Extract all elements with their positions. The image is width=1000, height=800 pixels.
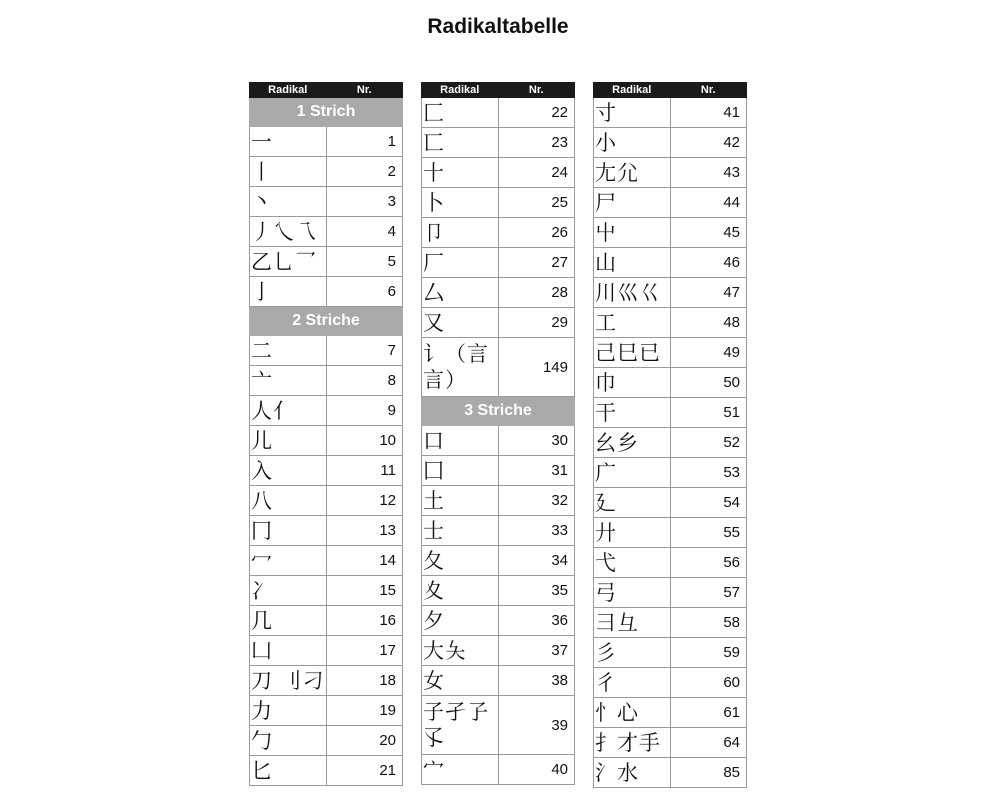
radical-number-cell: 34 bbox=[498, 546, 575, 576]
radical-number-cell: 16 bbox=[326, 606, 403, 636]
radical-cell: 廾 bbox=[594, 518, 671, 548]
radical-number-cell: 27 bbox=[498, 248, 575, 278]
radical-cell: 夕 bbox=[422, 606, 499, 636]
table-row bbox=[594, 308, 747, 338]
radical-number-cell: 1 bbox=[326, 127, 403, 157]
radical-cell: 凵 bbox=[250, 636, 327, 666]
radical-cell: 口 bbox=[422, 426, 499, 456]
radical-cell: 亅 bbox=[250, 277, 327, 307]
radical-cell: 忄心 bbox=[594, 698, 671, 728]
radical-cell: 彳 bbox=[594, 668, 671, 698]
radical-number-cell: 44 bbox=[670, 188, 747, 218]
table-row bbox=[422, 158, 575, 188]
radical-number-cell: 58 bbox=[670, 608, 747, 638]
stroke-section-header bbox=[250, 98, 403, 127]
radical-cell: 囗 bbox=[422, 456, 499, 486]
radical-column-header: Radikal bbox=[422, 83, 499, 98]
radical-number-cell: 26 bbox=[498, 218, 575, 248]
radical-number-cell: 56 bbox=[670, 548, 747, 578]
radical-number-cell: 39 bbox=[498, 696, 575, 755]
table-row bbox=[422, 278, 575, 308]
table-row bbox=[250, 127, 403, 157]
table-row bbox=[594, 368, 747, 398]
radical-cell: 匸 bbox=[422, 128, 499, 158]
table-row bbox=[250, 336, 403, 366]
radical-number-cell: 13 bbox=[326, 516, 403, 546]
radical-number-cell: 50 bbox=[670, 368, 747, 398]
radical-cell: 川巛巜 bbox=[594, 278, 671, 308]
table-row bbox=[594, 608, 747, 638]
radical-cell: 士 bbox=[422, 516, 499, 546]
table-row bbox=[250, 217, 403, 247]
radical-cell: 刀 刂刁 bbox=[250, 666, 327, 696]
radical-number-cell: 20 bbox=[326, 726, 403, 756]
radical-cell: 寸 bbox=[594, 98, 671, 128]
radical-number-cell: 30 bbox=[498, 426, 575, 456]
radical-cell: 屮 bbox=[594, 218, 671, 248]
table-row bbox=[250, 426, 403, 456]
table-row bbox=[594, 548, 747, 578]
table-row bbox=[250, 666, 403, 696]
table-row bbox=[422, 636, 575, 666]
radical-table bbox=[249, 82, 403, 786]
radical-cell: 廴 bbox=[594, 488, 671, 518]
radical-cell: 丶 bbox=[250, 187, 327, 217]
radical-cell: 冂 bbox=[250, 516, 327, 546]
radical-cell: 小 bbox=[594, 128, 671, 158]
radical-number-cell: 29 bbox=[498, 308, 575, 338]
radical-number-cell: 48 bbox=[670, 308, 747, 338]
radical-number-cell: 47 bbox=[670, 278, 747, 308]
table-row bbox=[594, 758, 747, 788]
radical-number-cell: 38 bbox=[498, 666, 575, 696]
radical-cell: 人亻 bbox=[250, 396, 327, 426]
number-column-header: Nr. bbox=[670, 83, 747, 98]
radical-table bbox=[593, 82, 747, 788]
radical-number-cell: 11 bbox=[326, 456, 403, 486]
table-row bbox=[594, 98, 747, 128]
table-row bbox=[594, 638, 747, 668]
table-row bbox=[250, 606, 403, 636]
radical-cell: 一 bbox=[250, 127, 327, 157]
radical-number-cell: 19 bbox=[326, 696, 403, 726]
table-row bbox=[422, 486, 575, 516]
radical-cell: 弋 bbox=[594, 548, 671, 578]
table-row bbox=[422, 576, 575, 606]
radical-number-cell: 52 bbox=[670, 428, 747, 458]
stroke-section-header bbox=[250, 307, 403, 336]
table-row bbox=[422, 666, 575, 696]
table-row bbox=[594, 488, 747, 518]
radical-number-cell: 42 bbox=[670, 128, 747, 158]
number-column-header: Nr. bbox=[498, 83, 575, 98]
radical-cell: 工 bbox=[594, 308, 671, 338]
table-row bbox=[250, 157, 403, 187]
table-row bbox=[594, 128, 747, 158]
radical-number-cell: 32 bbox=[498, 486, 575, 516]
table-row bbox=[422, 456, 575, 486]
radical-cell: 几 bbox=[250, 606, 327, 636]
table-row bbox=[250, 456, 403, 486]
radical-number-cell: 22 bbox=[498, 98, 575, 128]
radical-cell: 彡 bbox=[594, 638, 671, 668]
radical-cell: 入 bbox=[250, 456, 327, 486]
table-row bbox=[250, 366, 403, 396]
radical-cell: 力 bbox=[250, 696, 327, 726]
page-title: Radikaltabelle bbox=[427, 15, 569, 39]
radical-column-header: Radikal bbox=[594, 83, 671, 98]
table-row bbox=[422, 218, 575, 248]
radical-number-cell: 14 bbox=[326, 546, 403, 576]
table-row bbox=[250, 726, 403, 756]
radical-number-cell: 46 bbox=[670, 248, 747, 278]
table-row bbox=[422, 546, 575, 576]
radical-cell: 冖 bbox=[250, 546, 327, 576]
radical-number-cell: 6 bbox=[326, 277, 403, 307]
table-row bbox=[250, 247, 403, 277]
radical-number-cell: 43 bbox=[670, 158, 747, 188]
table-row bbox=[250, 546, 403, 576]
table-row bbox=[594, 278, 747, 308]
table-row bbox=[422, 516, 575, 546]
radical-cell: 丨 bbox=[250, 157, 327, 187]
radical-cell: 八 bbox=[250, 486, 327, 516]
radical-number-cell: 64 bbox=[670, 728, 747, 758]
table-row bbox=[250, 187, 403, 217]
table-row bbox=[250, 277, 403, 307]
table-row bbox=[594, 398, 747, 428]
radical-number-cell: 37 bbox=[498, 636, 575, 666]
radical-cell: 幺乡 bbox=[594, 428, 671, 458]
radical-cell: 夂 bbox=[422, 546, 499, 576]
radical-cell: 厂 bbox=[422, 248, 499, 278]
radical-number-cell: 35 bbox=[498, 576, 575, 606]
table-row bbox=[594, 518, 747, 548]
radical-number-cell: 12 bbox=[326, 486, 403, 516]
radical-cell: 子孑孒孓 bbox=[422, 696, 499, 755]
radical-cell: 夊 bbox=[422, 576, 499, 606]
radical-number-cell: 36 bbox=[498, 606, 575, 636]
table-row bbox=[594, 668, 747, 698]
radical-number-cell: 51 bbox=[670, 398, 747, 428]
radical-cell: 讠（言 言） bbox=[422, 338, 499, 397]
table-row bbox=[594, 248, 747, 278]
table-row bbox=[250, 696, 403, 726]
radical-cell: 彐彑 bbox=[594, 608, 671, 638]
radical-cell: 厶 bbox=[422, 278, 499, 308]
radical-cell: 勹 bbox=[250, 726, 327, 756]
table-row bbox=[594, 218, 747, 248]
table-row bbox=[422, 755, 575, 785]
radical-cell: 卩 bbox=[422, 218, 499, 248]
radical-table bbox=[421, 82, 575, 785]
section-label: 3 Striche bbox=[422, 397, 575, 426]
table-row bbox=[422, 606, 575, 636]
radical-number-cell: 60 bbox=[670, 668, 747, 698]
radical-cell: 干 bbox=[594, 398, 671, 428]
table-row bbox=[422, 338, 575, 397]
table-row bbox=[422, 128, 575, 158]
radical-number-cell: 55 bbox=[670, 518, 747, 548]
table-row bbox=[594, 458, 747, 488]
radical-number-cell: 23 bbox=[498, 128, 575, 158]
table-row bbox=[422, 696, 575, 755]
radical-cell: 土 bbox=[422, 486, 499, 516]
radical-cell: 弓 bbox=[594, 578, 671, 608]
table-row bbox=[250, 486, 403, 516]
radical-cell: 亠 bbox=[250, 366, 327, 396]
stroke-section-header bbox=[422, 397, 575, 426]
table-row bbox=[250, 516, 403, 546]
radical-cell: 十 bbox=[422, 158, 499, 188]
radical-number-cell: 40 bbox=[498, 755, 575, 785]
table-row bbox=[594, 578, 747, 608]
radical-number-cell: 10 bbox=[326, 426, 403, 456]
radical-number-cell: 33 bbox=[498, 516, 575, 546]
radical-number-cell: 54 bbox=[670, 488, 747, 518]
radical-number-cell: 5 bbox=[326, 247, 403, 277]
radical-cell: 又 bbox=[422, 308, 499, 338]
table-row bbox=[250, 756, 403, 786]
table-row bbox=[594, 338, 747, 368]
table-row bbox=[250, 636, 403, 666]
radical-number-cell: 3 bbox=[326, 187, 403, 217]
number-column-header: Nr. bbox=[326, 83, 403, 98]
radical-number-cell: 53 bbox=[670, 458, 747, 488]
radical-number-cell: 21 bbox=[326, 756, 403, 786]
radical-number-cell: 15 bbox=[326, 576, 403, 606]
radical-cell: 丿乀乁 bbox=[250, 217, 327, 247]
radical-number-cell: 45 bbox=[670, 218, 747, 248]
table-row bbox=[422, 248, 575, 278]
radical-cell: 女 bbox=[422, 666, 499, 696]
radical-number-cell: 25 bbox=[498, 188, 575, 218]
radical-cell: 广 bbox=[594, 458, 671, 488]
radical-number-cell: 41 bbox=[670, 98, 747, 128]
radical-cell: 扌才手 bbox=[594, 728, 671, 758]
radical-column-header: Radikal bbox=[250, 83, 327, 98]
radical-number-cell: 61 bbox=[670, 698, 747, 728]
table-row bbox=[594, 728, 747, 758]
radical-number-cell: 4 bbox=[326, 217, 403, 247]
radical-number-cell: 9 bbox=[326, 396, 403, 426]
radical-cell: 己巳已 bbox=[594, 338, 671, 368]
radical-cell: 氵水 bbox=[594, 758, 671, 788]
radical-cell: 巾 bbox=[594, 368, 671, 398]
radical-number-cell: 7 bbox=[326, 336, 403, 366]
table-row bbox=[250, 396, 403, 426]
radical-cell: 尸 bbox=[594, 188, 671, 218]
radical-cell: 乙乚乛 bbox=[250, 247, 327, 277]
radical-cell: 冫 bbox=[250, 576, 327, 606]
radical-cell: 儿 bbox=[250, 426, 327, 456]
table-row bbox=[422, 426, 575, 456]
radical-number-cell: 85 bbox=[670, 758, 747, 788]
radical-cell: 宀 bbox=[422, 755, 499, 785]
table-row bbox=[594, 188, 747, 218]
radical-cell: 山 bbox=[594, 248, 671, 278]
table-row bbox=[250, 576, 403, 606]
radical-number-cell: 57 bbox=[670, 578, 747, 608]
radical-cell: 尢尣 bbox=[594, 158, 671, 188]
table-row bbox=[594, 158, 747, 188]
radical-number-cell: 8 bbox=[326, 366, 403, 396]
radical-cell: 大夨 bbox=[422, 636, 499, 666]
table-row bbox=[594, 428, 747, 458]
section-label: 2 Striche bbox=[250, 307, 403, 336]
radical-number-cell: 17 bbox=[326, 636, 403, 666]
radical-number-cell: 28 bbox=[498, 278, 575, 308]
table-row bbox=[422, 308, 575, 338]
section-label: 1 Strich bbox=[250, 98, 403, 127]
radical-cell: 匕 bbox=[250, 756, 327, 786]
radical-cell: 卜 bbox=[422, 188, 499, 218]
table-row bbox=[422, 98, 575, 128]
radical-number-cell: 24 bbox=[498, 158, 575, 188]
radical-cell: 匚 bbox=[422, 98, 499, 128]
radical-number-cell: 31 bbox=[498, 456, 575, 486]
radical-number-cell: 49 bbox=[670, 338, 747, 368]
table-row bbox=[422, 188, 575, 218]
table-row bbox=[594, 698, 747, 728]
radical-cell: 二 bbox=[250, 336, 327, 366]
radical-number-cell: 149 bbox=[498, 338, 575, 397]
radical-number-cell: 59 bbox=[670, 638, 747, 668]
radical-number-cell: 2 bbox=[326, 157, 403, 187]
radical-number-cell: 18 bbox=[326, 666, 403, 696]
